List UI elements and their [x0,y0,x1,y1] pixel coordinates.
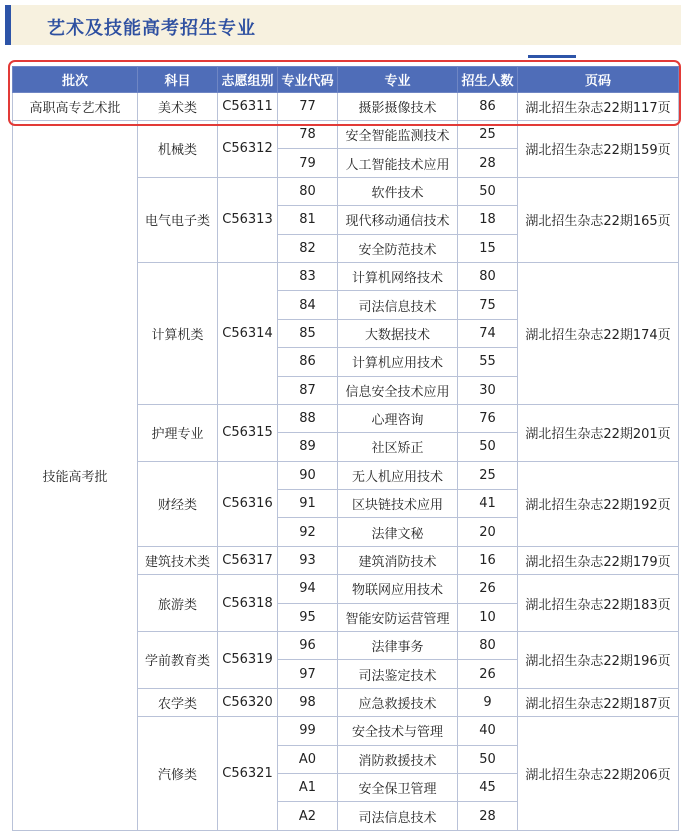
major-code-cell: A1 [278,773,338,801]
major-name-cell: 安全防范技术 [338,234,458,262]
major-code-cell: 82 [278,234,338,262]
major-code-cell: 80 [278,177,338,205]
subject-cell: 旅游类 [138,575,218,632]
page-cell: 湖北招生杂志22期187页 [518,688,679,716]
major-name-cell: 安全保卫管理 [338,773,458,801]
major-code-cell: 83 [278,262,338,290]
group-code-cell: C56314 [218,262,278,404]
title-decoration [528,55,576,58]
count-cell: 10 [458,603,518,631]
major-code-cell: 91 [278,490,338,518]
major-code-cell: 90 [278,461,338,489]
header-group: 志愿组别 [218,67,278,93]
group-code-cell: C56320 [218,688,278,716]
count-cell: 26 [458,575,518,603]
major-code-cell: 98 [278,688,338,716]
count-cell: 40 [458,717,518,745]
count-cell: 25 [458,121,518,149]
major-name-cell: 物联网应用技术 [338,575,458,603]
subject-cell: 学前教育类 [138,632,218,689]
major-name-cell: 建筑消防技术 [338,546,458,574]
major-code-cell: 95 [278,603,338,631]
major-name-cell: 人工智能技术应用 [338,149,458,177]
major-name-cell: 法律事务 [338,632,458,660]
major-code-cell: 87 [278,376,338,404]
major-code-cell: 88 [278,404,338,432]
count-cell: 16 [458,546,518,574]
group-code-cell: C56316 [218,461,278,546]
major-name-cell: 安全技术与管理 [338,717,458,745]
count-cell: 28 [458,149,518,177]
group-code-cell: C56311 [218,93,278,121]
major-code-cell: 78 [278,121,338,149]
count-cell: 50 [458,433,518,461]
major-code-cell: 77 [278,93,338,121]
major-name-cell: 计算机应用技术 [338,348,458,376]
count-cell: 80 [458,262,518,290]
header-page: 页码 [518,67,679,93]
group-code-cell: C56315 [218,404,278,461]
subject-cell: 建筑技术类 [138,546,218,574]
major-name-cell: 安全智能监测技术 [338,121,458,149]
subject-cell: 护理专业 [138,404,218,461]
major-name-cell: 信息安全技术应用 [338,376,458,404]
subject-cell: 机械类 [138,121,218,178]
major-name-cell: 智能安防运营管理 [338,603,458,631]
table-row [13,93,679,121]
count-cell: 55 [458,348,518,376]
major-code-cell: A2 [278,802,338,830]
count-cell: 86 [458,93,518,121]
count-cell: 74 [458,319,518,347]
page-cell: 湖北招生杂志22期165页 [518,177,679,262]
count-cell: 28 [458,802,518,830]
header-count: 招生人数 [458,67,518,93]
admission-table [12,66,679,831]
group-code-cell: C56312 [218,121,278,178]
count-cell: 9 [458,688,518,716]
page-cell: 湖北招生杂志22期174页 [518,262,679,404]
major-name-cell: 社区矫正 [338,433,458,461]
page-cell: 湖北招生杂志22期206页 [518,717,679,831]
page-cell: 湖北招生杂志22期201页 [518,404,679,461]
major-name-cell: 消防救援技术 [338,745,458,773]
major-name-cell: 司法信息技术 [338,291,458,319]
header-batch: 批次 [13,67,138,93]
section-title: 艺术及技能高考招生专业 [47,18,256,39]
header-major-code: 专业代码 [278,67,338,93]
major-name-cell: 区块链技术应用 [338,490,458,518]
section-title-bar [5,5,681,45]
major-code-cell: 94 [278,575,338,603]
major-code-cell: 96 [278,632,338,660]
count-cell: 75 [458,291,518,319]
page-cell: 湖北招生杂志22期196页 [518,632,679,689]
major-code-cell: 79 [278,149,338,177]
major-name-cell: 司法信息技术 [338,802,458,830]
major-name-cell: 无人机应用技术 [338,461,458,489]
count-cell: 30 [458,376,518,404]
major-name-cell: 应急救援技术 [338,688,458,716]
major-name-cell: 计算机网络技术 [338,262,458,290]
page-cell: 湖北招生杂志22期179页 [518,546,679,574]
count-cell: 26 [458,660,518,688]
header-major: 专业 [338,67,458,93]
count-cell: 76 [458,404,518,432]
subject-cell: 电气电子类 [138,177,218,262]
major-code-cell: 99 [278,717,338,745]
count-cell: 25 [458,461,518,489]
major-code-cell: 86 [278,348,338,376]
major-code-cell: 97 [278,660,338,688]
major-code-cell: 84 [278,291,338,319]
page-cell: 湖北招生杂志22期117页 [518,93,679,121]
page-cell: 湖北招生杂志22期159页 [518,121,679,178]
subject-cell: 汽修类 [138,717,218,831]
count-cell: 20 [458,518,518,546]
major-name-cell: 软件技术 [338,177,458,205]
group-code-cell: C56318 [218,575,278,632]
count-cell: 41 [458,490,518,518]
page-cell: 湖北招生杂志22期192页 [518,461,679,546]
group-code-cell: C56319 [218,632,278,689]
major-name-cell: 摄影摄像技术 [338,93,458,121]
header-subject: 科目 [138,67,218,93]
subject-cell: 财经类 [138,461,218,546]
major-name-cell: 现代移动通信技术 [338,206,458,234]
major-name-cell: 心理咨询 [338,404,458,432]
table-body [13,93,679,831]
table-header-row [13,67,679,93]
count-cell: 15 [458,234,518,262]
major-name-cell: 法律文秘 [338,518,458,546]
count-cell: 50 [458,745,518,773]
major-code-cell: 81 [278,206,338,234]
group-code-cell: C56317 [218,546,278,574]
major-name-cell: 大数据技术 [338,319,458,347]
major-code-cell: A0 [278,745,338,773]
major-code-cell: 93 [278,546,338,574]
count-cell: 45 [458,773,518,801]
table-row [13,121,679,149]
major-code-cell: 92 [278,518,338,546]
subject-cell: 计算机类 [138,262,218,404]
group-code-cell: C56321 [218,717,278,831]
subject-cell: 农学类 [138,688,218,716]
major-name-cell: 司法鉴定技术 [338,660,458,688]
major-code-cell: 89 [278,433,338,461]
page-cell: 湖北招生杂志22期183页 [518,575,679,632]
major-code-cell: 85 [278,319,338,347]
count-cell: 18 [458,206,518,234]
count-cell: 80 [458,632,518,660]
batch-cell: 高职高专艺术批 [13,93,138,121]
subject-cell: 美术类 [138,93,218,121]
batch-cell: 技能高考批 [13,121,138,831]
count-cell: 50 [458,177,518,205]
group-code-cell: C56313 [218,177,278,262]
